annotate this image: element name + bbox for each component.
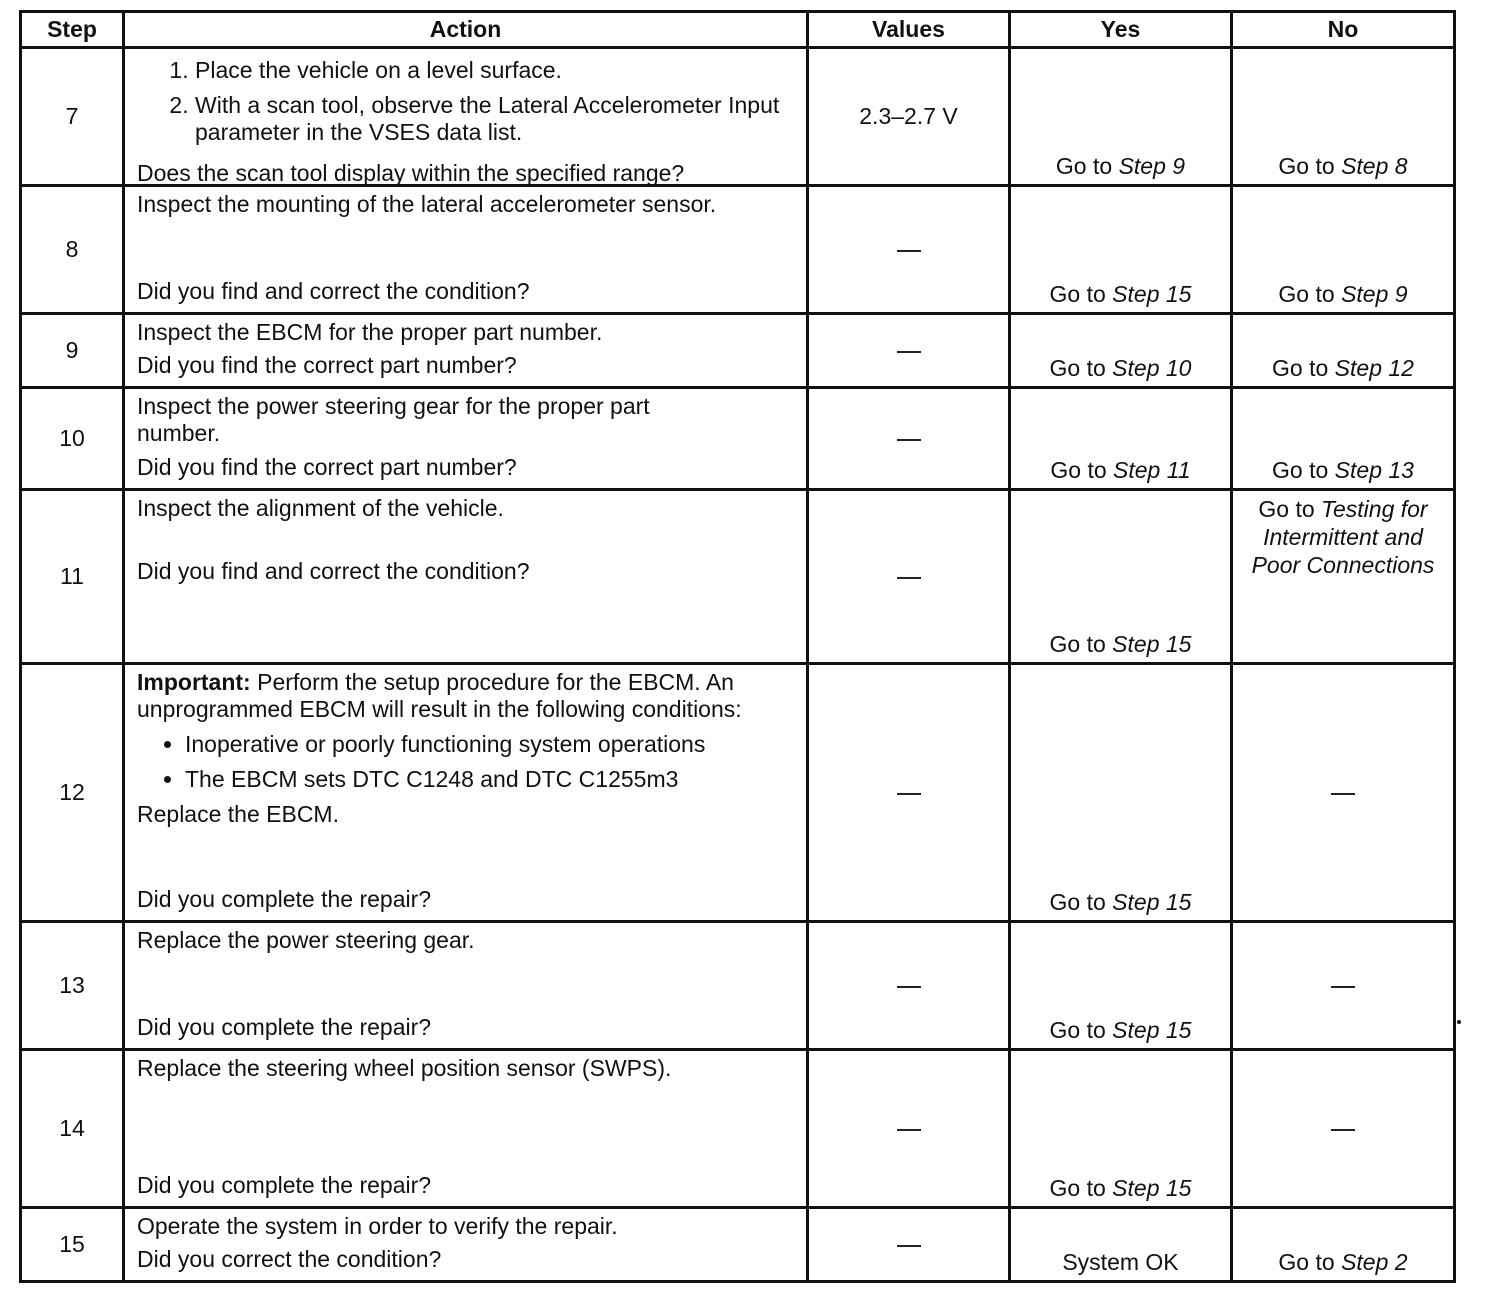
values-cell <box>808 490 1010 664</box>
values-cell <box>808 922 1010 1050</box>
yes-cell <box>1010 186 1232 314</box>
go-to-text: Go to <box>1278 153 1335 179</box>
question-text: Did you find the correct part number? <box>137 352 517 378</box>
action-cell <box>124 314 808 388</box>
action-cell <box>124 490 808 664</box>
values-cell <box>808 388 1010 490</box>
action-cell <box>124 186 808 314</box>
list-item: • The EBCM sets DTC C1248 and DTC C1255m3 <box>185 766 796 793</box>
important-label: Important: <box>137 669 251 695</box>
question-text: Did you correct the condition? <box>137 1246 442 1272</box>
table-row <box>21 186 1455 314</box>
step-number: 14 <box>21 1050 124 1208</box>
table-row <box>21 48 1455 186</box>
question-text: Did you find and correct the condition? <box>137 558 530 584</box>
go-to-text: Go to <box>1049 355 1106 381</box>
action-text: Replace the steering wheel position sensor (SWPS). <box>137 1055 672 1081</box>
action-text: Inspect the alignment of the vehicle. <box>137 495 504 521</box>
go-to-text: Go to <box>1049 889 1106 915</box>
yes-cell <box>1010 1050 1232 1208</box>
go-to-text: Go to <box>1272 457 1329 483</box>
step-link: Step 10 <box>1112 355 1192 381</box>
no-cell <box>1232 1050 1455 1208</box>
list-item: 2. With a scan tool, observe the Lateral Accelerometer Input parameter in the VSES data list. <box>195 92 796 146</box>
values-cell <box>808 1050 1010 1208</box>
no-cell <box>1232 186 1455 314</box>
yes-cell <box>1010 314 1232 388</box>
action-text: Operate the system in order to verify the repair. <box>137 1213 618 1239</box>
procedure-list <box>137 57 796 154</box>
header-action: Action <box>124 12 808 48</box>
procedure-link: Testing for Intermittent and Poor Connections <box>1251 496 1435 578</box>
table-row <box>21 1050 1455 1208</box>
list-item: • Inoperative or poorly functioning system operations <box>185 731 796 758</box>
go-to-text: Go to <box>1278 1249 1335 1275</box>
no-cell <box>1232 314 1455 388</box>
question-text: Did you find the correct part number? <box>137 454 517 480</box>
table-row <box>21 664 1455 922</box>
values-cell <box>808 314 1010 388</box>
action-cell <box>124 1050 808 1208</box>
go-to-text: Go to <box>1049 1017 1106 1043</box>
values-cell <box>808 186 1010 314</box>
question-text: Did you complete the repair? <box>137 1014 432 1040</box>
table-row <box>21 388 1455 490</box>
yes-cell <box>1010 664 1232 922</box>
action-cell <box>124 922 808 1050</box>
yes-cell <box>1010 490 1232 664</box>
dash-mark <box>897 1245 921 1247</box>
step-link: Step 15 <box>1112 281 1192 307</box>
header-no: No <box>1232 12 1455 48</box>
step-link: Step 9 <box>1118 153 1186 179</box>
dash-mark <box>897 1129 921 1131</box>
values-cell <box>808 664 1010 922</box>
step-link: Step 13 <box>1334 457 1414 483</box>
action-cell <box>124 388 808 490</box>
go-to-text: Go to <box>1055 153 1113 179</box>
action-text: Inspect the power steering gear for the proper part number. <box>137 393 650 446</box>
conditions-list <box>137 731 796 793</box>
table-row <box>21 490 1455 664</box>
yes-cell <box>1010 1208 1232 1282</box>
action-text: Replace the EBCM. <box>137 801 339 827</box>
action-text: Inspect the mounting of the lateral accelerometer sensor. <box>137 191 717 217</box>
step-link: Step 12 <box>1334 355 1414 381</box>
stray-dot <box>1457 1020 1461 1024</box>
go-to-text: Go to <box>1050 457 1107 483</box>
go-to-text: Go to <box>1272 355 1329 381</box>
go-to-text: Go to <box>1278 281 1335 307</box>
dash-mark <box>897 793 921 795</box>
dash-mark <box>897 351 921 353</box>
action-cell <box>124 48 808 186</box>
action-text: Inspect the EBCM for the proper part number. <box>137 319 603 345</box>
step-number: 10 <box>21 388 124 490</box>
go-to-text: Go to <box>1049 1175 1106 1201</box>
no-cell <box>1232 490 1455 664</box>
no-cell <box>1232 388 1455 490</box>
dash-mark <box>1331 793 1355 795</box>
step-number: 13 <box>21 922 124 1050</box>
step-number: 11 <box>21 490 124 664</box>
question-text: Did you complete the repair? <box>137 886 432 912</box>
table-row <box>21 314 1455 388</box>
step-number: 8 <box>21 186 124 314</box>
step-number: 15 <box>21 1208 124 1282</box>
go-to-text: Go to <box>1258 496 1315 522</box>
values-cell <box>808 1208 1010 1282</box>
yes-cell <box>1010 922 1232 1050</box>
values-cell: 2.3–2.7 V <box>808 48 1010 186</box>
step-link: Step 11 <box>1113 457 1191 483</box>
dash-mark <box>897 986 921 988</box>
step-number: 12 <box>21 664 124 922</box>
step-link: Step 15 <box>1112 889 1192 915</box>
action-text: Replace the power steering gear. <box>137 927 475 953</box>
table-row <box>21 1208 1455 1282</box>
no-cell <box>1232 1208 1455 1282</box>
yes-cell <box>1010 48 1232 186</box>
step-link: Step 15 <box>1112 1017 1192 1043</box>
question-text: Did you find and correct the condition? <box>137 278 530 304</box>
step-link: Step 8 <box>1341 153 1408 179</box>
step-link: Step 15 <box>1112 631 1192 657</box>
no-cell <box>1232 664 1455 922</box>
action-cell <box>124 664 808 922</box>
step-number: 9 <box>21 314 124 388</box>
important-text: Perform the setup procedure for the EBCM. An unprogrammed EBCM will result in the following conditions: <box>137 669 742 722</box>
no-cell <box>1232 922 1455 1050</box>
diagnostic-table <box>19 10 1456 1283</box>
header-yes: Yes <box>1010 12 1232 48</box>
action-cell <box>124 1208 808 1282</box>
table-header-row <box>21 12 1455 48</box>
step-link: Step 2 <box>1341 1249 1408 1275</box>
go-to-text: Go to <box>1049 281 1106 307</box>
go-to-text: Go to <box>1049 631 1106 657</box>
header-values: Values <box>808 12 1010 48</box>
result-text: System OK <box>1062 1249 1179 1275</box>
header-step: Step <box>21 12 124 48</box>
yes-cell <box>1010 388 1232 490</box>
step-link: Step 15 <box>1112 1175 1192 1201</box>
dash-mark <box>897 439 921 441</box>
question-text: Did you complete the repair? <box>137 1172 432 1198</box>
list-item: 1. Place the vehicle on a level surface. <box>195 57 796 84</box>
dash-mark <box>897 577 921 579</box>
question-text: Does the scan tool display within the specified range? <box>137 160 685 186</box>
step-link: Step 9 <box>1341 281 1408 307</box>
step-number: 7 <box>21 48 124 186</box>
dash-mark <box>897 250 921 252</box>
dash-mark <box>1331 986 1355 988</box>
no-cell <box>1232 48 1455 186</box>
dash-mark <box>1331 1129 1355 1131</box>
table-row <box>21 922 1455 1050</box>
important-note <box>137 669 796 723</box>
